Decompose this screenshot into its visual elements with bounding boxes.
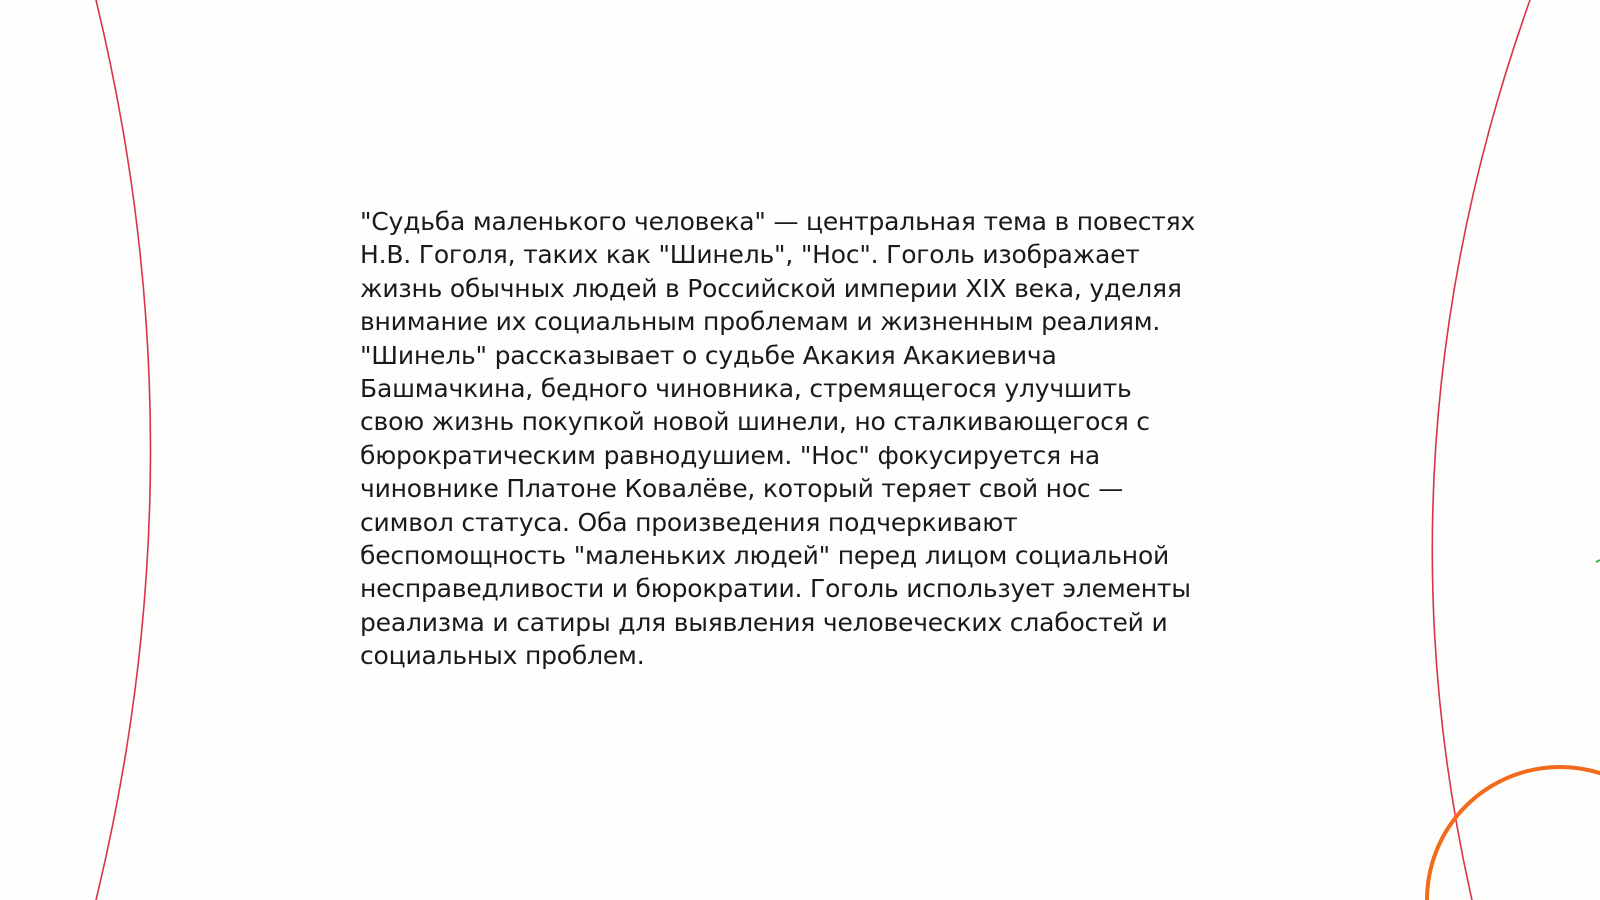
orange-circle-arc [1427,767,1600,900]
text-line-4: внимание их социальным проблемам и жизненным реалиям. [360,307,1161,337]
text-line-5: "Шинель" рассказывает о судьбе Акакия Акакиевича [360,340,1057,370]
text-line-13: реализма и сатиры для выявления человеческих слабостей и [360,607,1168,637]
text-line-8: бюрократическим равнодушием. "Нос" фокусируется на [360,440,1101,470]
text-line-3: жизнь обычных людей в Российской империи XIX века, уделяя [360,273,1182,303]
text-line-10: символ статуса. Оба произведения подчеркивают [360,507,1018,537]
text-line-12: несправедливости и бюрократии. Гоголь использует элементы [360,574,1191,604]
right-red-arc [1432,0,1530,900]
text-line-6: Башмачкина, бедного чиновника, стремящегося улучшить [360,374,1132,404]
green-accent-mark [1596,560,1600,562]
text-line-14: социальных проблем. [360,641,645,671]
slide-body-text [360,205,1240,673]
text-line-1: "Судьба маленького человека" — центральная тема в повестях [360,207,1196,236]
text-line-9: чиновнике Платоне Ковалёве, который теряет свой нос — [360,474,1124,504]
text-line-2: Н.В. Гоголя, таких как "Шинель", "Нос". Гоголь изображает [360,240,1140,270]
text-line-7: свою жизнь покупкой новой шинели, но сталкивающегося с [360,407,1150,437]
text-line-11: беспомощность "маленьких людей" перед лицом социальной [360,541,1170,571]
left-red-arc [96,0,151,900]
